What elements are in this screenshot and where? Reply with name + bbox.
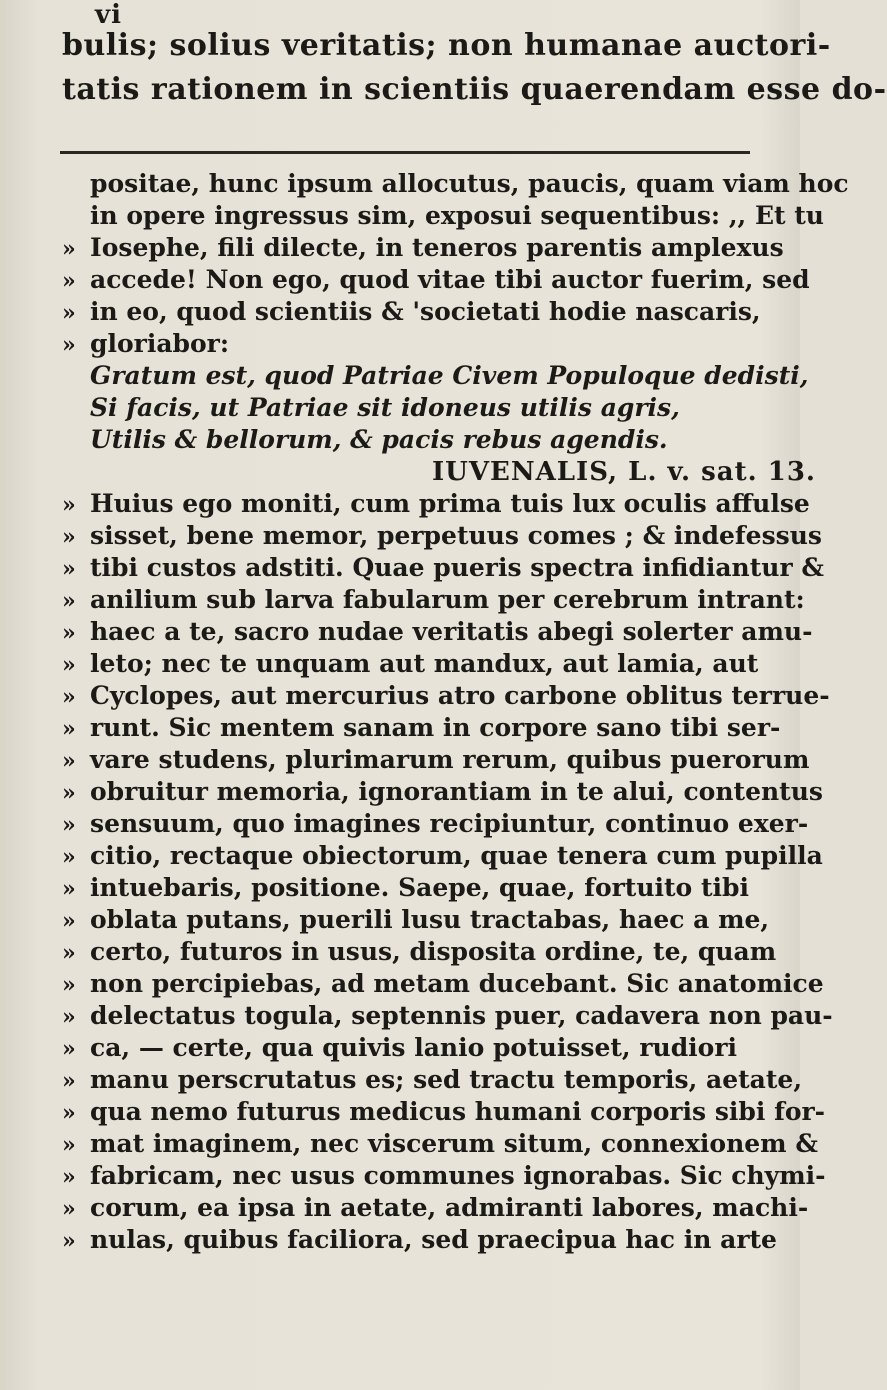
line-text: haec a te, sacro nudae veritatis abegi solerter amu- <box>90 617 813 646</box>
text-line <box>62 296 772 328</box>
quotation-mark: » <box>62 492 76 518</box>
text-line <box>62 424 772 456</box>
line-text: leto; nec te unquam aut mandux, aut lamia, aut <box>90 649 759 678</box>
text-line <box>62 1160 826 1192</box>
quotation-mark: » <box>62 1164 76 1190</box>
line-text: Cyclopes, aut mercurius atro carbone oblitus terrue- <box>90 681 830 710</box>
text-line <box>62 1032 772 1064</box>
line-text: Si facis, ut Patriae sit idoneus utilis agris, <box>90 393 680 422</box>
text-line <box>62 200 824 232</box>
quotation-mark: » <box>62 684 76 710</box>
line-text: fabricam, nec usus communes ignorabas. Sic chymi- <box>90 1161 826 1190</box>
line-text: citio, rectaque obiectorum, quae tenera cum pupilla <box>90 841 823 870</box>
line-text: in eo, quod scientiis & 'societati hodie nascaris, <box>90 297 761 326</box>
line-text: vare studens, plurimarum rerum, quibus puerorum <box>90 745 810 774</box>
quotation-mark: » <box>62 556 76 582</box>
quotation-mark: » <box>62 972 76 998</box>
line-text: ca, — certe, qua quivis lanio potuisset, rudiori <box>90 1033 738 1062</box>
quotation-mark: » <box>62 620 76 646</box>
text-line <box>62 904 772 936</box>
line-text: nulas, quibus faciliora, sed praecipua hac in arte <box>90 1225 777 1254</box>
line-text: in opere ingressus sim, exposui sequentibus: ,, Et tu <box>90 201 824 230</box>
line-text: sisset, bene memor, perpetuus comes ; & indefessus <box>90 521 822 550</box>
quotation-mark: » <box>62 908 76 934</box>
text-line <box>62 520 822 552</box>
text-line <box>62 264 810 296</box>
text-line <box>62 488 810 520</box>
text-line <box>62 872 772 904</box>
quotation-mark: » <box>62 812 76 838</box>
quotation-mark: » <box>62 780 76 806</box>
line-text: intuebaris, positione. Saepe, quae, fortuito tibi <box>90 873 749 902</box>
text-line <box>62 584 805 616</box>
text-line <box>62 680 830 712</box>
text-line <box>62 232 784 264</box>
line-text: qua nemo futurus medicus humani corporis sibi for- <box>90 1097 826 1126</box>
text-line <box>62 776 823 808</box>
text-line <box>62 648 772 680</box>
line-text: IUVENALIS, L. v. sat. 13. <box>432 457 816 487</box>
line-text: Iosephe, fili dilecte, in teneros parentis amplexus <box>90 233 784 262</box>
line-text: positae, hunc ipsum allocutus, paucis, quam viam hoc <box>90 169 849 198</box>
quotation-mark: » <box>62 876 76 902</box>
line-text: Gratum est, quod Patriae Civem Populoque dedisti, <box>90 361 809 390</box>
text-line <box>62 1064 803 1096</box>
line-text: manu perscrutatus es; sed tractu temporis, aetate, <box>90 1065 803 1094</box>
text-line <box>62 328 772 360</box>
line-text: non percipiebas, ad metam ducebant. Sic anatomice <box>90 969 824 998</box>
line-text: corum, ea ipsa in aetate, admiranti labores, machi- <box>90 1193 809 1222</box>
quotation-mark: » <box>62 748 76 774</box>
quotation-mark: » <box>62 268 76 294</box>
text-line <box>62 616 813 648</box>
text-line <box>62 808 809 840</box>
quotation-mark: » <box>62 844 76 870</box>
line-text: sensuum, quo imagines recipiuntur, continuo exer- <box>90 809 809 838</box>
quotation-mark: » <box>62 1068 76 1094</box>
quotation-mark: » <box>62 1228 76 1254</box>
line-text: certo, futuros in usus, disposita ordine, te, quam <box>90 937 777 966</box>
continued-line-2: tatis rationem in scientiis quaerendam esse do- <box>62 72 887 107</box>
text-line <box>62 552 824 584</box>
text-line <box>62 936 777 968</box>
quotation-mark: » <box>62 940 76 966</box>
horizontal-rule <box>60 151 750 154</box>
line-text: Utilis & bellorum, & pacis rebus agendis. <box>90 425 668 454</box>
line-text: accede! Non ego, quod vitae tibi auctor fuerim, sed <box>90 265 810 294</box>
quotation-mark: » <box>62 716 76 742</box>
text-line <box>62 392 772 424</box>
text-line <box>62 360 809 392</box>
text-line <box>62 744 810 776</box>
text-line <box>62 1128 818 1160</box>
quotation-mark: » <box>62 1132 76 1158</box>
line-text: obruitur memoria, ignorantiam in te alui, contentus <box>90 777 823 806</box>
body-text <box>62 168 849 1256</box>
line-text: tibi custos adstiti. Quae pueris spectra infidiantur & <box>90 553 824 582</box>
text-line <box>62 840 823 872</box>
quotation-mark: » <box>62 652 76 678</box>
text-line <box>62 168 849 200</box>
quotation-mark: » <box>62 300 76 326</box>
quotation-mark: » <box>62 236 76 262</box>
text-line <box>62 1000 833 1032</box>
line-text: gloriabor: <box>90 329 230 358</box>
quotation-mark: » <box>62 588 76 614</box>
page-number: vi <box>95 0 122 30</box>
line-text: runt. Sic mentem sanam in corpore sano tibi ser- <box>90 713 781 742</box>
quotation-mark: » <box>62 332 76 358</box>
quotation-mark: » <box>62 1100 76 1126</box>
line-text: Huius ego moniti, cum prima tuis lux oculis affulse <box>90 489 810 518</box>
text-line <box>62 712 781 744</box>
quotation-mark: » <box>62 1004 76 1030</box>
text-line <box>62 968 824 1000</box>
quotation-mark: » <box>62 1036 76 1062</box>
line-text: delectatus togula, septennis puer, cadavera non pau- <box>90 1001 833 1030</box>
quotation-mark: » <box>62 1196 76 1222</box>
text-line <box>62 1096 826 1128</box>
text-line <box>62 1224 777 1256</box>
text-line <box>62 456 816 488</box>
line-text: anilium sub larva fabularum per cerebrum intrant: <box>90 585 805 614</box>
continued-line-1: bulis; solius veritatis; non humanae auctori- <box>62 28 831 63</box>
line-text: oblata putans, puerili lusu tractabas, haec a me, <box>90 905 770 934</box>
text-line <box>62 1192 809 1224</box>
line-text: mat imaginem, nec viscerum situm, connexionem & <box>90 1129 818 1158</box>
quotation-mark: » <box>62 524 76 550</box>
